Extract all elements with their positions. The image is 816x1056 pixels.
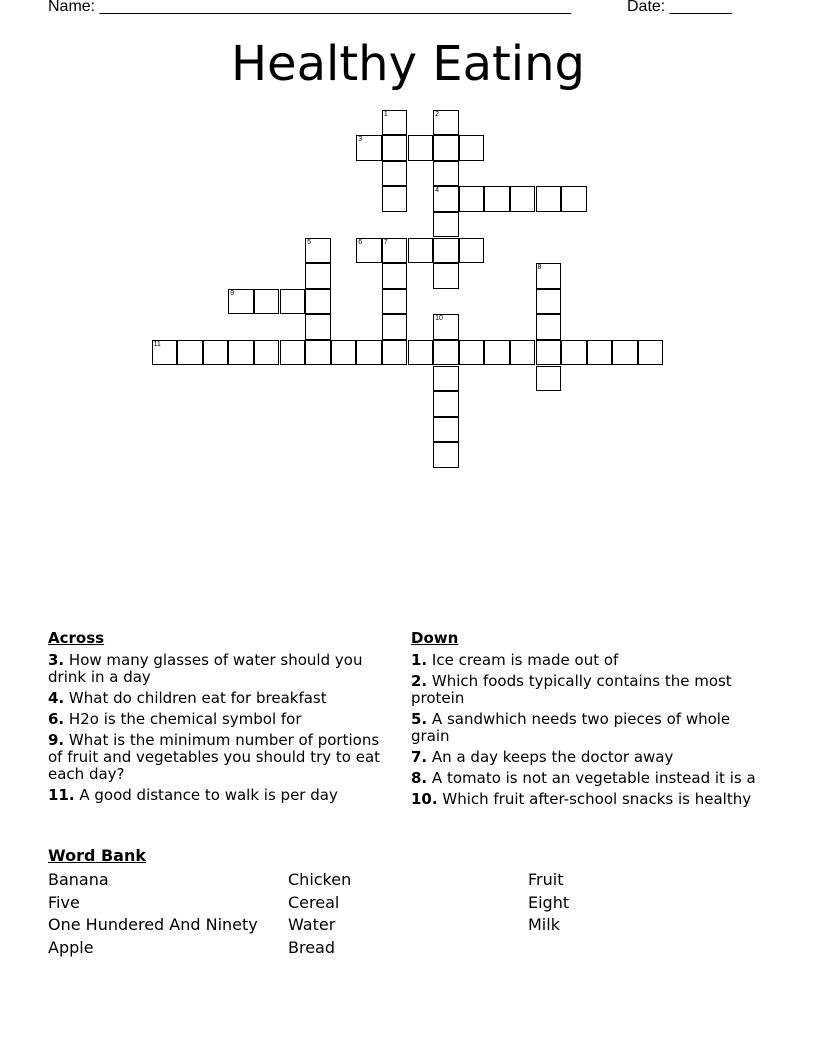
clue-text: A good distance to walk is per day xyxy=(79,786,338,804)
crossword-cell[interactable] xyxy=(433,340,459,366)
clue-number: 8 xyxy=(537,264,542,272)
crossword-cell[interactable] xyxy=(305,314,331,340)
name-field-label: Name: _____________________________________________________ xyxy=(48,0,572,15)
crossword-cell[interactable] xyxy=(484,186,510,212)
across-clue-list xyxy=(48,652,393,804)
crossword-cell[interactable] xyxy=(433,110,459,136)
crossword-cell[interactable] xyxy=(561,186,587,212)
crossword-cell[interactable] xyxy=(459,135,485,161)
crossword-cell[interactable] xyxy=(484,340,510,366)
clue-number-label: 8. xyxy=(411,769,428,787)
clue-number: 5 xyxy=(307,238,311,246)
crossword-cell[interactable] xyxy=(408,238,434,264)
word-bank-column xyxy=(48,869,258,959)
crossword-cell[interactable] xyxy=(433,391,459,417)
clue-number-label: 3. xyxy=(48,651,65,669)
clue-number: 9 xyxy=(230,289,235,297)
crossword-cell[interactable] xyxy=(408,340,434,366)
word-bank-word: Bread xyxy=(288,937,336,957)
down-clue-list xyxy=(411,652,771,808)
crossword-cell[interactable] xyxy=(536,186,562,212)
crossword-cell[interactable] xyxy=(510,340,536,366)
crossword-cell[interactable] xyxy=(382,340,408,366)
across-clue xyxy=(48,732,393,783)
crossword-cell[interactable] xyxy=(228,340,254,366)
clue-number: 1 xyxy=(383,110,388,118)
across-clue xyxy=(48,690,393,707)
clue-number: 10 xyxy=(435,315,443,323)
crossword-cell[interactable] xyxy=(203,340,229,366)
crossword-cell[interactable] xyxy=(638,340,664,366)
crossword-cell[interactable] xyxy=(280,340,306,366)
word-bank xyxy=(48,846,570,957)
clue-text: What do children eat for breakfast xyxy=(68,689,327,707)
across-heading: Across xyxy=(48,629,105,647)
crossword-cell[interactable] xyxy=(382,186,408,212)
clue-text: A sandwhich needs two pieces of whole grain xyxy=(411,710,731,745)
down-clue xyxy=(411,749,771,766)
clue-number: 3 xyxy=(358,136,363,144)
down-clue xyxy=(411,770,771,787)
crossword-cell[interactable] xyxy=(612,340,638,366)
word-bank-word: Five xyxy=(48,892,80,912)
clue-text: H2o is the chemical symbol for xyxy=(68,710,302,728)
crossword-cell[interactable] xyxy=(459,340,485,366)
crossword-cell[interactable] xyxy=(536,314,562,340)
crossword-cell[interactable] xyxy=(433,212,459,238)
crossword-cell[interactable] xyxy=(433,442,459,468)
crossword-cell[interactable] xyxy=(305,263,331,289)
crossword-cell[interactable] xyxy=(536,366,562,392)
crossword-cell[interactable] xyxy=(433,417,459,443)
clue-number-label: 4. xyxy=(48,689,65,707)
word-bank-word: One Hundered And Ninety xyxy=(48,915,258,934)
word-bank-word: Milk xyxy=(528,915,560,934)
date-field-label: Date: _______ xyxy=(627,0,732,15)
down-clue xyxy=(411,652,771,669)
word-bank-word: Banana xyxy=(48,870,109,889)
page-title: Healthy Eating xyxy=(230,36,586,92)
word-bank-heading: Word Bank xyxy=(48,846,147,865)
crossword-cell[interactable] xyxy=(280,289,306,315)
clue-text: Which fruit after-school snacks is healthy xyxy=(442,790,752,808)
crossword-cell[interactable] xyxy=(561,340,587,366)
crossword-cell[interactable] xyxy=(382,110,408,136)
clue-number-label: 5. xyxy=(411,710,428,728)
word-bank-column xyxy=(528,869,569,937)
word-bank-word: Water xyxy=(288,915,336,934)
word-bank-word: Cereal xyxy=(288,892,340,912)
crossword-cell[interactable] xyxy=(433,263,459,289)
word-bank-word: Chicken xyxy=(288,870,352,889)
crossword-cell[interactable] xyxy=(177,340,203,366)
across-clue xyxy=(48,652,393,686)
clue-number-label: 7. xyxy=(411,748,428,766)
crossword-cell[interactable] xyxy=(152,340,178,366)
clue-number-label: 1. xyxy=(411,651,428,669)
crossword-cell[interactable] xyxy=(459,238,485,264)
clue-number-label: 9. xyxy=(48,731,65,749)
clue-text: Ice cream is made out of xyxy=(431,651,619,669)
clue-number: 4 xyxy=(435,187,439,195)
crossword-cell[interactable] xyxy=(356,238,382,264)
crossword-cell[interactable] xyxy=(356,340,382,366)
crossword-cell[interactable] xyxy=(228,289,254,315)
clue-number: 7 xyxy=(383,238,388,246)
clue-number-label: 2. xyxy=(411,672,428,690)
crossword-cell[interactable] xyxy=(459,186,485,212)
crossword-cell[interactable] xyxy=(587,340,613,366)
word-bank-word: Fruit xyxy=(528,870,564,889)
clue-number: 11 xyxy=(153,340,161,348)
crossword-cell[interactable] xyxy=(382,289,408,315)
clue-text: How many glasses of water should you drink in a day xyxy=(48,651,363,686)
crossword-cell[interactable] xyxy=(510,186,536,212)
crossword-cell[interactable] xyxy=(382,238,408,264)
crossword-cell[interactable] xyxy=(433,314,459,340)
crossword-cell[interactable] xyxy=(433,161,459,187)
clue-number-label: 10. xyxy=(411,790,438,808)
word-bank-word: Eight xyxy=(528,892,570,912)
crossword-cell[interactable] xyxy=(305,289,331,315)
crossword-cell[interactable] xyxy=(433,186,459,212)
down-clue xyxy=(411,673,771,707)
crossword-cell[interactable] xyxy=(382,161,408,187)
crossword-cell[interactable] xyxy=(536,289,562,315)
crossword-cell[interactable] xyxy=(382,263,408,289)
clue-number: 2 xyxy=(435,110,439,118)
crossword-cell[interactable] xyxy=(536,263,562,289)
down-clues xyxy=(411,630,771,812)
crossword-cell[interactable] xyxy=(254,289,280,315)
clue-text: A tomato is not an vegetable instead it is a xyxy=(431,769,756,787)
word-bank-word: Apple xyxy=(48,937,94,957)
clue-number: 6 xyxy=(358,238,363,246)
word-bank-column xyxy=(288,869,351,959)
clue-number-label: 6. xyxy=(48,710,65,728)
crossword-cell[interactable] xyxy=(433,238,459,264)
across-clue xyxy=(48,787,393,804)
crossword-cell[interactable] xyxy=(356,135,382,161)
crossword-cell[interactable] xyxy=(331,340,357,366)
clue-text: An a day keeps the doctor away xyxy=(431,748,674,766)
down-heading: Down xyxy=(411,629,459,647)
clue-text: Which foods typically contains the most protein xyxy=(411,672,732,707)
crossword-cell[interactable] xyxy=(408,135,434,161)
crossword-cell[interactable] xyxy=(305,238,331,264)
clue-number-label: 11. xyxy=(48,786,75,804)
across-clues xyxy=(48,630,393,808)
down-clue xyxy=(411,711,771,745)
crossword-cell[interactable] xyxy=(382,135,408,161)
clue-text: What is the minimum number of portions of fruit and vegetables you should try to eat each day? xyxy=(48,731,381,783)
down-clue xyxy=(411,791,771,808)
across-clue xyxy=(48,711,393,728)
crossword-cell[interactable] xyxy=(305,340,331,366)
crossword-cell[interactable] xyxy=(536,340,562,366)
crossword-cell[interactable] xyxy=(382,314,408,340)
crossword-cell[interactable] xyxy=(433,366,459,392)
crossword-cell[interactable] xyxy=(254,340,280,366)
crossword-cell[interactable] xyxy=(433,135,459,161)
